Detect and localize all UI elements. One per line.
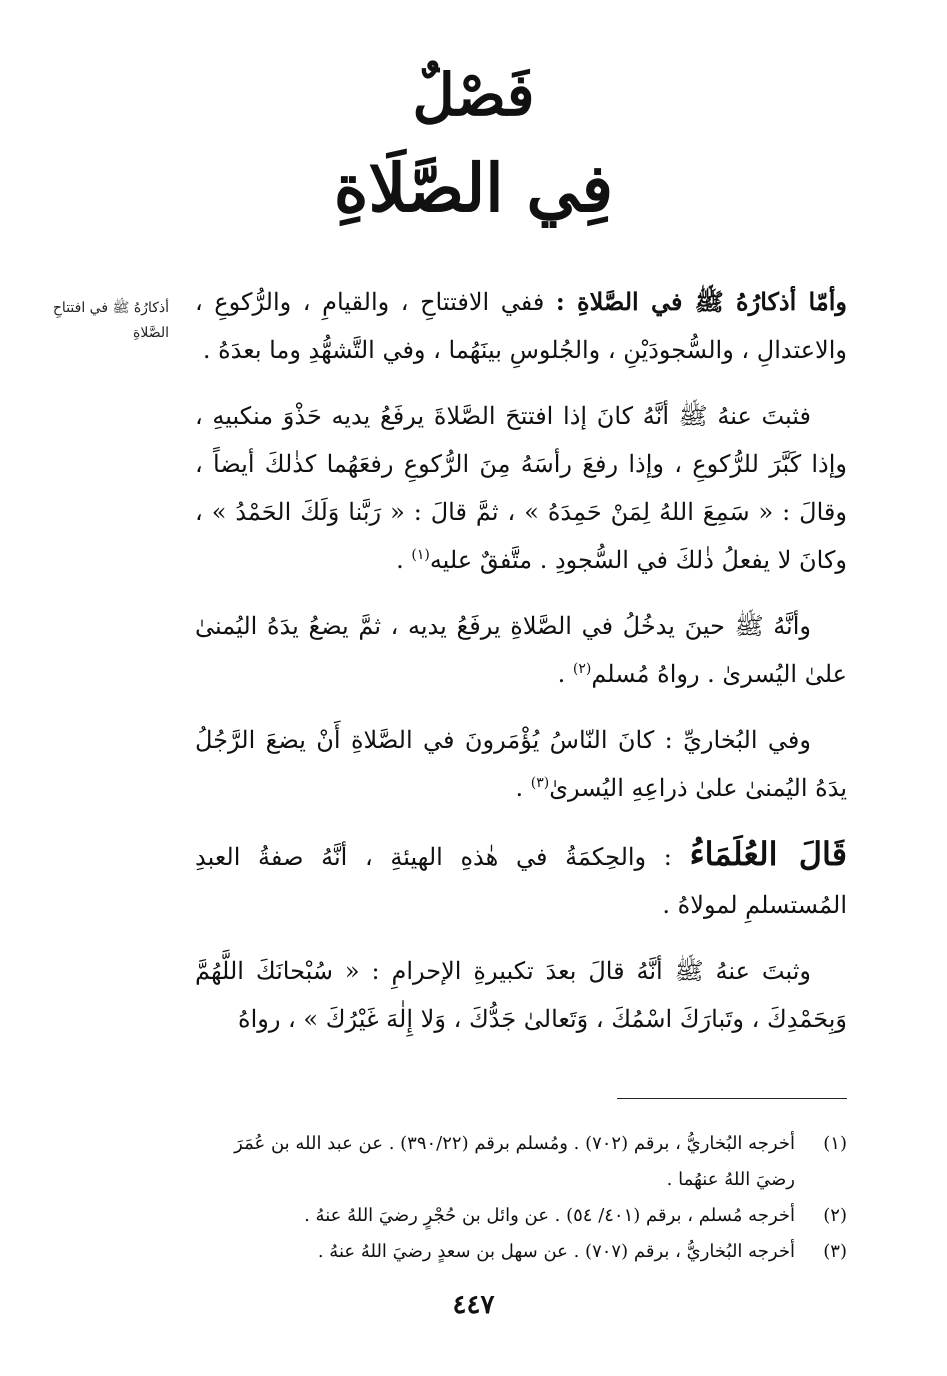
chapter-title: فَصْلٌ xyxy=(412,61,535,129)
footnote-text: أخرجه البُخاريُّ ، برقم (٧٠٧) . عن سهل بن سعدٍ رضيَ اللهُ عنهُ . xyxy=(317,1241,795,1262)
main-text xyxy=(195,278,847,1061)
paragraph-2-end: . xyxy=(396,546,412,574)
paragraph-6 xyxy=(195,947,847,1043)
paragraph-3-end: . xyxy=(557,660,573,688)
footnotes xyxy=(195,1126,847,1270)
footnote-1 xyxy=(195,1126,847,1198)
footnote-number: (١) xyxy=(823,1133,847,1154)
paragraph-1-text: ففي الافتتاحِ ، والقيامِ ، والرُّكوعِ ، والاعتدالِ ، والسُّجودَيْنِ ، والجُلوسِ بينَهُما ، وفي التَّشهُّدِ وما بعدَهُ . xyxy=(195,288,847,364)
paragraph-5 xyxy=(195,830,847,929)
footnote-ref-1[interactable]: (١) xyxy=(411,547,430,563)
paragraph-4 xyxy=(195,716,847,812)
page-number: ٤٤٧ xyxy=(452,1290,495,1320)
paragraph-5-text: : والحِكمَةُ في هٰذهِ الهيئةِ ، أنَّهُ صفةُ العبدِ المُستسلمِ لمولاهُ . xyxy=(195,843,847,919)
footnote-text: أخرجه البُخاريُّ ، برقم (٧٠٢) . ومُسلم برقم (٣٩٠/٢٢) . عن عبد الله بن عُمَرَ رضيَ اللهُ عنهُما . xyxy=(234,1133,795,1190)
scholars-heading: قَالَ العُلَمَاءُ xyxy=(689,835,848,873)
paragraph-4-text: وفي البُخاريِّ : كانَ النّاسُ يُؤْمَرونَ في الصَّلاةِ أَنْ يضعَ الرَّجُلُ يدَهُ اليُمنىٰ علىٰ ذراعِهِ اليُسرىٰ xyxy=(195,726,847,802)
paragraph-3 xyxy=(195,602,847,698)
footnote-number: (٣) xyxy=(823,1241,847,1262)
margin-note: أذكارُهُ ﷺ في افتتاحِ الصَّلاةِ xyxy=(52,300,169,341)
footnote-text: أخرجه مُسلم ، برقم (٤٠١/ ٥٤) . عن وائل بن حُجْرٍ رضيَ اللهُ عنهُ . xyxy=(304,1205,795,1226)
paragraph-4-end: . xyxy=(515,774,531,802)
paragraph-2 xyxy=(195,392,847,584)
footnote-divider xyxy=(617,1098,847,1099)
chapter-subtitle: فِي الصَّلَاةِ xyxy=(333,149,614,227)
paragraph-2-text: فثبتَ عنهُ ﷺ أنَّهُ كانَ إذا افتتحَ الصَّلاةَ يرفَعُ يديه حَذْوَ منكبيهِ ، وإذا كَبَّرَ للرُّكوعِ ، وإذا رفعَ رأسَهُ مِنَ الرُّكوعِ رفعَهُما كذٰلكَ أيضاً ، وقالَ : « سَمِعَ اللهُ لِمَنْ حَمِدَهُ » ، ثمَّ قالَ : « رَبَّنا وَلَكَ الحَمْدُ » ، وكانَ لا يفعلُ ذٰلكَ في السُّجودِ . متَّفقٌ عليه xyxy=(195,402,847,574)
footnote-number: (٢) xyxy=(823,1205,847,1226)
footnote-ref-2[interactable]: (٢) xyxy=(572,661,592,677)
footnote-2 xyxy=(195,1198,847,1234)
footnote-ref-3[interactable]: (٣) xyxy=(530,775,550,791)
paragraph-3-text: وأنَّهُ ﷺ حينَ يدخُلُ في الصَّلاةِ يرفَعُ يديه ، ثمَّ يضعُ يدَهُ اليُمنىٰ علىٰ اليُسرىٰ . رواهُ مُسلم xyxy=(195,612,847,688)
paragraph-6-text: وثبتَ عنهُ ﷺ أنَّهُ قالَ بعدَ تكبيرةِ الإحرامِ : « سُبْحانَكَ اللَّهُمَّ وَبِحَمْدِكَ ، وتَبارَكَ اسْمُكَ ، وَتَعالىٰ جَدُّكَ ، وَلا إِلٰهَ غَيْرُكَ » ، رواهُ xyxy=(195,957,847,1033)
footnote-3 xyxy=(195,1234,847,1270)
paragraph-1-lead: وأمّا أذكارُهُ ﷺ في الصَّلاةِ : xyxy=(555,287,847,316)
paragraph-1 xyxy=(195,278,847,374)
